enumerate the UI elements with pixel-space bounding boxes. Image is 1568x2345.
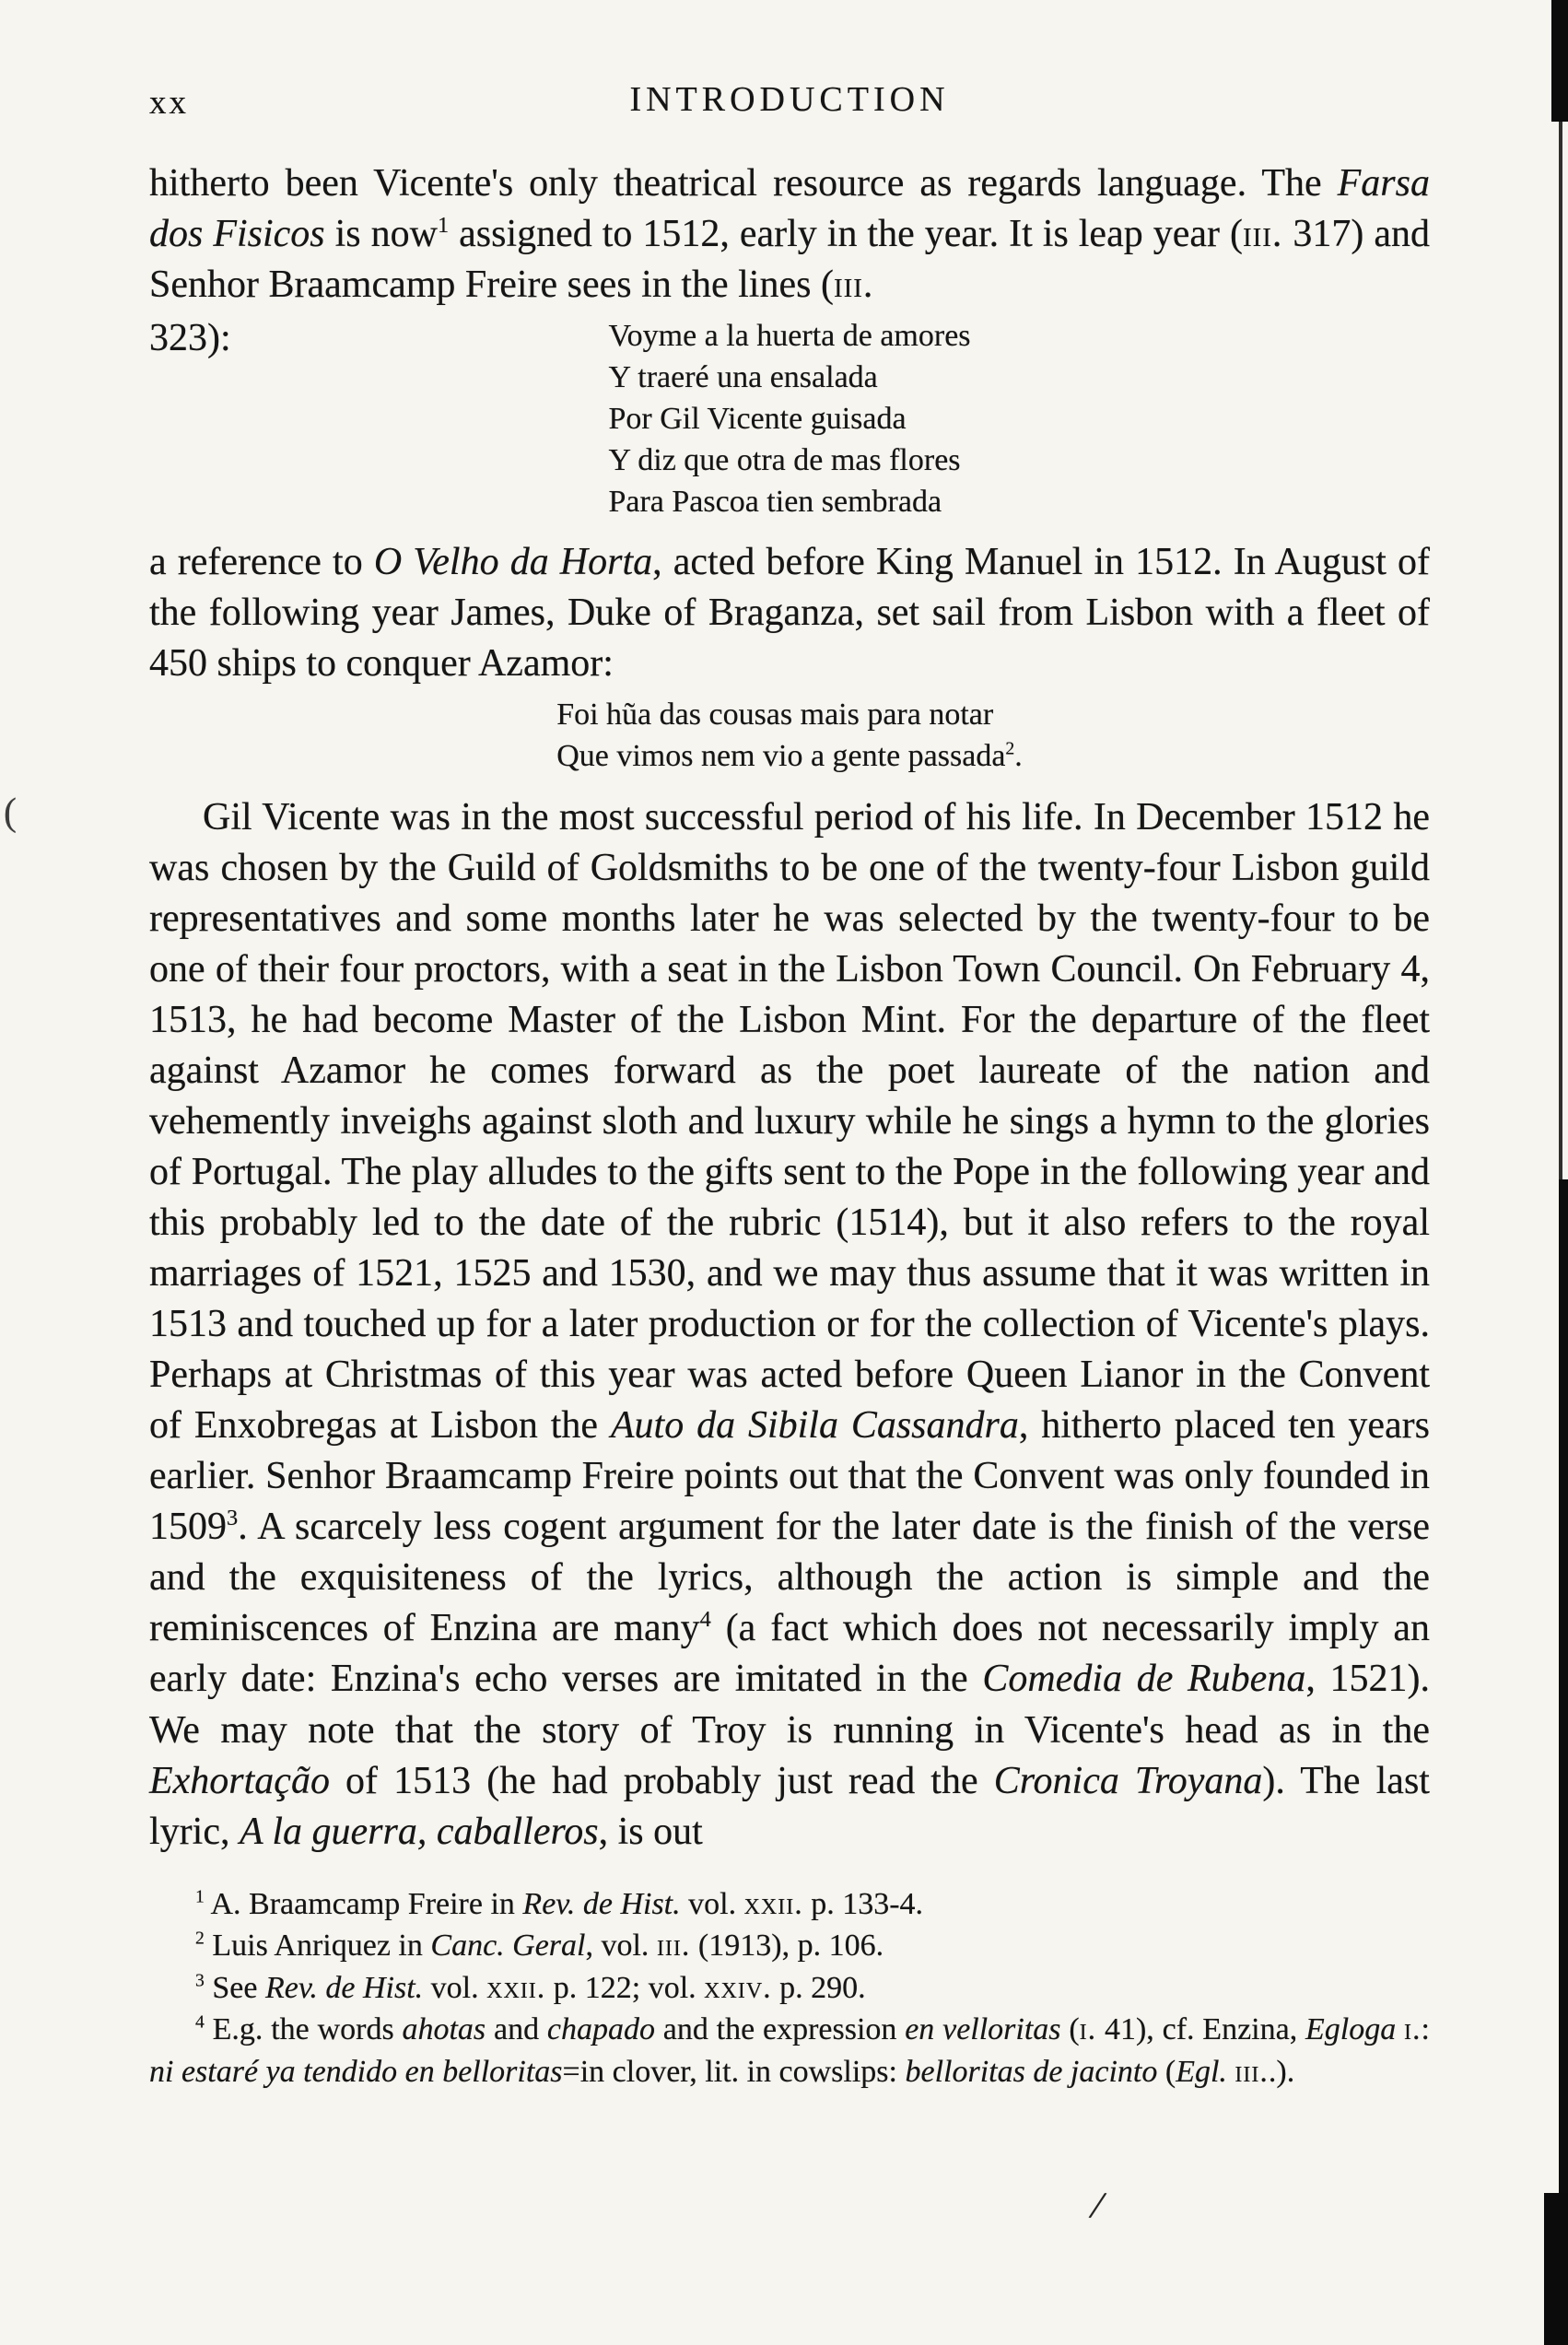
text-segment: [1396, 2012, 1404, 2046]
text-segment: belloritas de jacinto: [905, 2054, 1158, 2089]
text-segment: and the expression: [654, 2012, 906, 2047]
text-segment: xxii.: [486, 1970, 546, 2005]
running-title: INTRODUCTION: [629, 80, 950, 119]
text-segment: , is out: [598, 1810, 703, 1853]
footnote-ref: 4: [699, 1607, 711, 1633]
text-segment: p. 133-4.: [802, 1886, 924, 1921]
line-reference-label: 323):: [149, 317, 231, 360]
paragraph-reference: [149, 537, 1430, 689]
text-segment: O Velho da Horta: [373, 541, 653, 584]
text-segment: p. 122; vol.: [545, 1970, 705, 2005]
text-segment: Canc. Geral: [430, 1929, 586, 1964]
text-segment: .: [1014, 739, 1023, 774]
text-segment: (: [1157, 2054, 1176, 2089]
page-number: xx: [149, 84, 189, 122]
text-segment: vol.: [680, 1886, 744, 1921]
footnote-ref: 3: [195, 1970, 205, 1991]
verse-line: Para Pascoa tien sembrada: [608, 484, 942, 519]
text-segment: a reference to: [149, 541, 374, 584]
text-segment: Farsa dos Fisicos: [149, 162, 1430, 256]
footnote-ref: 2: [195, 1928, 205, 1949]
text-segment: 317) and Senhor Braamcamp Freire sees in the lines (: [149, 213, 1431, 307]
text-segment: assigned to 1512, early in the year. It is leap year (: [449, 213, 1243, 256]
stray-slash-mark: /: [1089, 2184, 1106, 2228]
footnote-ref: 1: [437, 213, 450, 239]
text-segment: =in clover, lit. in cowslips:: [562, 2054, 906, 2089]
text-segment: , hitherto placed ten years earlier. Senhor Braamcamp Freire points out that the Convent was only founded in 1509: [149, 1404, 1430, 1549]
text-segment: (: [1060, 2012, 1080, 2047]
text-segment: iii.: [833, 264, 874, 307]
verse-lines-1: [608, 316, 970, 522]
text-segment: vol.: [423, 1970, 487, 2005]
text-segment: E.g. the words: [204, 2012, 403, 2047]
footnote-ref: 1: [195, 1886, 205, 1907]
paragraph-continuation: [149, 158, 1430, 311]
verse-line: Y traeré una ensalada: [608, 359, 878, 394]
verse-block-1: [149, 316, 1430, 522]
text-segment: Auto da Sibila Cassandra: [610, 1404, 1019, 1448]
scan-edge-top-artifact: [1551, 0, 1568, 122]
text-segment: iii.: [656, 1929, 691, 1964]
text-segment: iii.: [1242, 213, 1283, 256]
footnote-ref: 3: [227, 1506, 239, 1531]
scan-edge-bottom-artifact: [1544, 2193, 1568, 2345]
text-segment: i.: [1079, 2012, 1097, 2047]
footnote-ref: 2: [1005, 739, 1015, 760]
verse-block-2: [149, 695, 1430, 778]
text-segment: Exhortação: [149, 1759, 330, 1802]
text-segment: Luis Anriquez in: [204, 1929, 431, 1964]
footnote-3: [149, 1967, 1430, 2010]
text-segment: Cronica Troyana: [993, 1759, 1263, 1802]
text-segment: Rev. de Hist.: [522, 1886, 681, 1921]
text-segment: (1913), p. 106.: [690, 1929, 884, 1964]
page-header: [149, 79, 1430, 127]
text-segment: , 1521). We may note that the story of Troy is running in Vicente's head as in the: [149, 1658, 1430, 1752]
text-segment: hitherto been Vicente's only theatrical resource as regards language. The: [149, 162, 1338, 205]
text-segment: and: [486, 2012, 547, 2047]
text-segment: Gil Vicente was in the most successful period of his life. In December 1512 he was chosen by the Guild of Goldsmiths to be one of the twenty-four Lisbon guild representatives and some months later he was selected by the twenty-four to be one of their four proctors, with a seat in the Lisbon Town Council. On February 4, 1513, he had become Master of the Lisbon Mint. For the departure of the fleet against Azamor he comes forward as the poet laureate of the nation and vehemently inveighs against sloth and luxury while he sings a hymn to the glories of Portugal. The play alludes to the gifts sent to the Pope in the following year and this probably led to the date of the rubric (1514), but it also refers to the royal marriages of 1521, 1525 and 1530, and we may thus assume that it was written in 1513 and touched up for a later production or for the collection of Vicente's plays. Perhaps at Christmas of this year was acted before Queen Lianor in the Convent of Enxobregas at Lisbon the: [149, 796, 1430, 1448]
text-segment: (a fact which does not necessarily imply an early date: Enzina's echo verses are imitated in the: [149, 1607, 1430, 1701]
text-segment: A. Braamcamp Freire in: [204, 1886, 523, 1921]
footnote-4: [149, 2009, 1430, 2093]
text-segment: Comedia de Rubena: [982, 1658, 1306, 1701]
verse-line: [556, 695, 1023, 736]
text-segment: Egl.: [1176, 2054, 1227, 2089]
text-segment: chapado: [546, 2012, 655, 2047]
text-segment: , vol.: [585, 1929, 657, 1964]
text-segment: .).: [1268, 2054, 1295, 2089]
footnotes-section: [149, 1883, 1430, 2093]
text-segment: A la guerra, caballeros: [239, 1810, 599, 1853]
text-segment: 41), cf. Enzina,: [1096, 2012, 1306, 2047]
text-segment: , acted before King Manuel in 1512. In August of the following year James, Duke of Braganza, set sail from Lisbon with a fleet of 450 ships to conquer Azamor:: [149, 541, 1430, 686]
text-segment: ni estaré ya tendido en belloritas: [149, 2054, 563, 2089]
text-segment: of 1513 (he had probably just read the: [329, 1759, 994, 1802]
text-segment: Que vimos nem vio a gente passada: [556, 739, 1006, 774]
verse-line: Voyme a la huerta de amores: [608, 319, 971, 354]
text-segment: ahotas: [402, 2012, 486, 2047]
text-segment: Egloga: [1305, 2012, 1397, 2047]
text-segment: xxii.: [743, 1886, 803, 1921]
scan-edge-middle-artifact: [1559, 1179, 1568, 2193]
text-segment: i.: [1404, 2012, 1422, 2047]
paragraph-main: [149, 792, 1430, 1857]
verse-lines-2: [556, 695, 1023, 778]
text-segment: :: [1421, 2012, 1430, 2047]
footnote-ref: 4: [195, 2011, 205, 2033]
verse-line: Y diz que otra de mas flores: [608, 442, 961, 477]
text-segment: xxiv.: [704, 1970, 772, 2005]
verse-line: Por Gil Vicente guisada: [608, 401, 907, 436]
text-segment: p. 290.: [771, 1970, 866, 2005]
text-segment: Foi hũa das cousas mais para notar: [556, 698, 994, 733]
text-block: [149, 158, 1430, 2093]
text-segment: . A scarcely less cogent argument for the later date is the finish of the verse and the exquisiteness of the lyrics, although the action is simple and the reminiscences of Enzina are many: [149, 1506, 1430, 1650]
margin-mark: (: [4, 791, 17, 834]
text-segment: iii.: [1235, 2054, 1269, 2089]
text-segment: en velloritas: [905, 2012, 1061, 2047]
text-segment: See: [204, 1970, 265, 2005]
text-segment: is now: [324, 213, 438, 256]
text-segment: Rev. de Hist.: [264, 1970, 424, 2005]
footnote-2: [149, 1925, 1430, 1967]
text-segment: ). The last lyric,: [149, 1759, 1430, 1853]
verse-line: [556, 736, 1023, 778]
footnote-1: [149, 1883, 1430, 1926]
